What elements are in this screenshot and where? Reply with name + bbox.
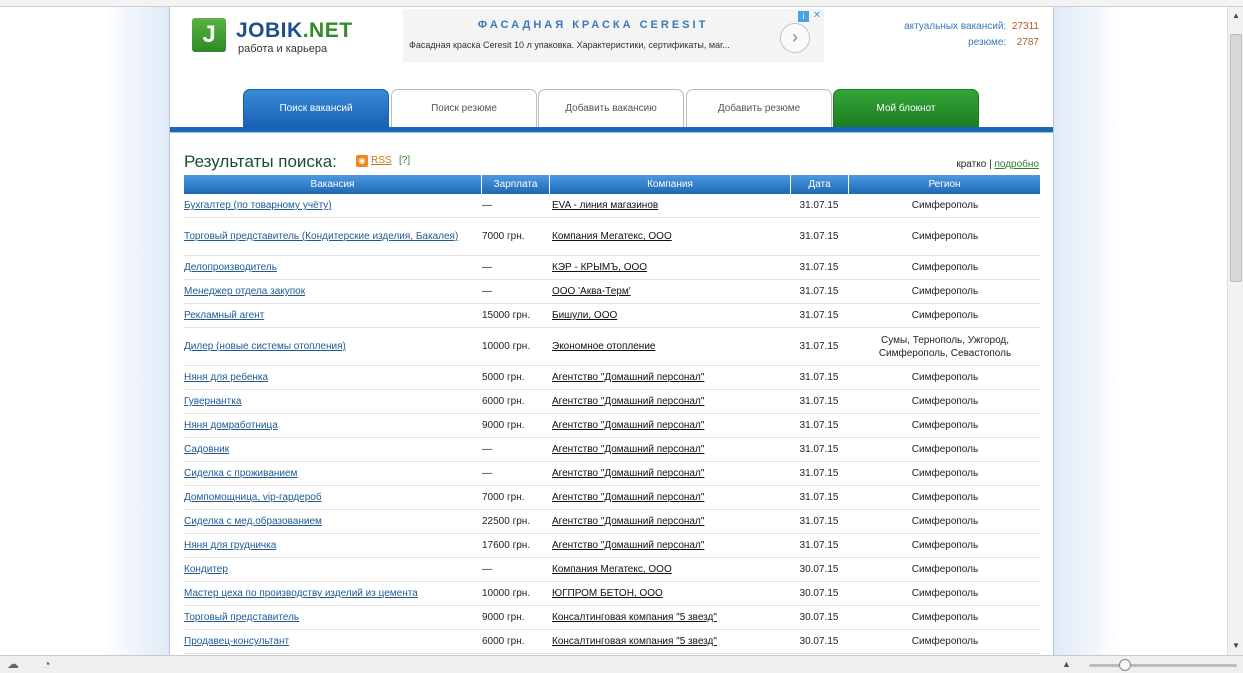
company-link[interactable]: Экономное отопление	[552, 341, 656, 352]
region-cell: Симферополь	[911, 516, 979, 527]
site-logo[interactable]	[192, 16, 362, 56]
header-company[interactable]: Компания	[550, 175, 791, 194]
date-cell: 30.07.15	[799, 564, 839, 575]
company-link[interactable]: Бишули, ООО	[552, 310, 618, 321]
table-row	[184, 510, 1040, 534]
resumes-counter	[904, 35, 1039, 51]
company-link[interactable]: EVA - линия магазинов	[552, 200, 659, 211]
date-cell: 31.07.15	[799, 492, 839, 503]
vacancy-link[interactable]: Кондитер	[184, 564, 228, 575]
browser-status-bar	[0, 655, 1243, 673]
ad-close-icon[interactable]: ✕	[812, 10, 822, 21]
salary-cell: 6000 грн.	[482, 396, 525, 407]
tab-add-resume[interactable]: Добавить резюме	[686, 89, 832, 128]
tab-search-resumes[interactable]: Поиск резюме	[391, 89, 537, 128]
company-link[interactable]: Агентство "Домашний персонал"	[552, 444, 705, 455]
company-link[interactable]: Консалтинговая компания "5 звезд"	[552, 612, 717, 623]
table-row	[184, 328, 1040, 366]
salary-cell: 7000 грн.	[482, 492, 525, 503]
status-arrow-up-icon[interactable]: ▲	[1062, 659, 1071, 669]
region-cell: Симферополь	[911, 540, 979, 551]
date-cell: 31.07.15	[799, 231, 839, 242]
ad-title[interactable]: ФАСАДНАЯ КРАСКА CERESIT	[477, 19, 709, 31]
scroll-down-arrow-icon[interactable]: ▼	[1232, 641, 1240, 650]
table-row	[184, 462, 1040, 486]
logo-icon: J	[192, 18, 226, 52]
table-row	[184, 606, 1040, 630]
table-row	[184, 582, 1040, 606]
vacancy-link[interactable]: Садовник	[184, 444, 230, 455]
logo-name-tld: .NET	[302, 19, 353, 42]
logo-name-main: JOBIK	[236, 19, 303, 42]
header-salary[interactable]: Зарплата	[482, 175, 550, 194]
vacancy-link[interactable]: Менеджер отдела закупок	[184, 286, 306, 297]
salary-cell: —	[482, 468, 492, 479]
date-cell: 31.07.15	[799, 540, 839, 551]
company-link[interactable]: ООО 'Аква-Терм'	[552, 286, 631, 297]
view-detailed-link[interactable]: подробно	[994, 159, 1039, 170]
vacancy-link[interactable]: Домпомощница, vip-гардероб	[184, 492, 322, 503]
vacancy-link[interactable]: Рекламный агент	[184, 310, 265, 321]
vacancy-link[interactable]: Няня для ребенка	[184, 372, 269, 383]
table-row	[184, 414, 1040, 438]
vacancy-link[interactable]: Сиделка с мед.образованием	[184, 516, 322, 527]
date-cell: 31.07.15	[799, 286, 839, 297]
ad-next-arrow-icon[interactable]: ›	[780, 23, 810, 53]
salary-cell: —	[482, 444, 492, 455]
date-cell: 30.07.15	[799, 588, 839, 599]
region-cell: Симферополь	[911, 636, 979, 647]
table-row	[184, 486, 1040, 510]
vacancy-link[interactable]: Торговый представитель	[184, 612, 300, 623]
date-cell: 31.07.15	[799, 310, 839, 321]
table-row	[184, 256, 1040, 280]
region-cell: Симферополь	[911, 372, 979, 383]
date-cell: 31.07.15	[799, 396, 839, 407]
salary-cell: 10000 грн.	[482, 588, 531, 599]
table-row	[184, 558, 1040, 582]
page-background-right	[1053, 7, 1227, 655]
company-link[interactable]: Агентство "Домашний персонал"	[552, 396, 705, 407]
region-cell: Симферополь	[911, 492, 979, 503]
salary-cell: —	[482, 200, 492, 211]
table-row	[184, 194, 1040, 218]
results-title: Результаты поиска:	[184, 152, 337, 171]
tabs-underline-light	[170, 132, 1054, 133]
vacancies-label: актуальных вакансий:	[904, 21, 1007, 32]
salary-cell: —	[482, 286, 492, 297]
vacancy-link[interactable]: Няня домработница	[184, 420, 278, 431]
company-link[interactable]: ЮГПРОМ БЕТОН, ООО	[552, 588, 663, 599]
table-body	[184, 194, 1040, 654]
tab-add-vacancy[interactable]: Добавить вакансию	[538, 89, 684, 128]
salary-cell: —	[482, 262, 492, 273]
table-row	[184, 366, 1040, 390]
date-cell: 30.07.15	[799, 612, 839, 623]
salary-cell: 10000 грн.	[482, 341, 531, 352]
zoom-slider-knob[interactable]	[1119, 659, 1131, 671]
page-container	[169, 7, 1054, 655]
resumes-label: резюме:	[968, 37, 1007, 48]
company-link[interactable]: КЭР - КРЫМЪ, ООО	[552, 262, 648, 273]
ad-info-icon[interactable]: i	[798, 11, 809, 22]
rss-link[interactable]: RSS	[371, 155, 392, 166]
region-cell: Симферополь	[911, 262, 979, 273]
view-short[interactable]: кратко	[956, 159, 987, 170]
logo-name	[236, 19, 353, 43]
vacancy-link[interactable]: Бухгалтер (по товарному учёту)	[184, 200, 332, 211]
salary-cell: 5000 грн.	[482, 372, 525, 383]
browser-top-edge	[0, 0, 1243, 7]
vacancy-link[interactable]: Дилер (новые системы отопления)	[184, 341, 346, 352]
table-row	[184, 390, 1040, 414]
region-cell: Симферополь	[911, 612, 979, 623]
date-cell: 31.07.15	[799, 200, 839, 211]
table-row	[184, 304, 1040, 328]
zoom-slider[interactable]	[1089, 664, 1237, 667]
company-link[interactable]: Агентство "Домашний персонал"	[552, 420, 705, 431]
date-cell: 31.07.15	[799, 516, 839, 527]
table-row	[184, 218, 1040, 256]
company-link[interactable]: Компания Мегатекс, ООО	[552, 231, 672, 242]
logo-tagline: работа и карьера	[238, 43, 328, 55]
vacancy-link[interactable]: Сиделка с проживанием	[184, 468, 298, 479]
region-cell: Симферополь	[911, 468, 979, 479]
scrollbar-thumb[interactable]	[1230, 34, 1242, 282]
scroll-up-arrow-icon[interactable]: ▲	[1232, 11, 1240, 20]
region-cell: Симферополь	[911, 564, 979, 575]
date-cell: 30.07.15	[799, 636, 839, 647]
table-row	[184, 280, 1040, 304]
company-link[interactable]: Агентство "Домашний персонал"	[552, 372, 705, 383]
resumes-count: 2787	[1016, 37, 1039, 48]
vacancy-link[interactable]: Делопроизводитель	[184, 262, 277, 273]
salary-cell: 22500 грн.	[482, 516, 531, 527]
company-link[interactable]: Компания Мегатекс, ООО	[552, 564, 672, 575]
vacancy-link[interactable]: Мастер цеха по производству изделий из цемента	[184, 588, 418, 599]
salary-cell: 9000 грн.	[482, 420, 525, 431]
region-cell: Симферополь	[911, 286, 979, 297]
salary-cell: —	[482, 564, 492, 575]
vacancy-link[interactable]: Торговый представитель (Кондитерские изделия, Бакалея)	[184, 231, 459, 242]
help-link[interactable]: [?]	[399, 155, 411, 166]
date-cell: 31.07.15	[799, 444, 839, 455]
site-counters	[904, 19, 1039, 51]
region-cell: Симферополь	[911, 231, 979, 242]
region-cell: Симферополь	[911, 310, 979, 321]
region-cell: Симферополь	[911, 444, 979, 455]
table-row	[184, 534, 1040, 558]
region-cell: Сумы, Тернополь, Ужгород, Симферополь, Севастополь	[878, 334, 1012, 359]
view-mode-switch	[956, 159, 1039, 170]
ad-banner[interactable]	[403, 9, 824, 62]
cloud-icon[interactable]: ☁	[7, 657, 19, 671]
vacancies-count: 27311	[1011, 21, 1039, 32]
company-link[interactable]: Консалтинговая компания "5 звезд"	[552, 636, 717, 647]
tab-search-vacancies[interactable]: Поиск вакансий	[243, 89, 389, 128]
vacancies-counter	[904, 19, 1039, 35]
table-row	[184, 438, 1040, 462]
company-link[interactable]: Агентство "Домашний персонал"	[552, 516, 705, 527]
region-cell: Симферополь	[911, 588, 979, 599]
company-link[interactable]: Агентство "Домашний персонал"	[552, 492, 705, 503]
header-vacancy[interactable]: Вакансия	[184, 175, 482, 194]
date-cell: 31.07.15	[799, 341, 839, 352]
table-header	[184, 175, 1040, 194]
date-cell: 31.07.15	[799, 468, 839, 479]
page-background-left	[0, 7, 170, 655]
table-row	[184, 630, 1040, 654]
speed-dial-icon[interactable]: ◔	[43, 657, 51, 671]
salary-cell: 6000 грн.	[482, 636, 525, 647]
results-table	[184, 175, 1040, 654]
date-cell: 31.07.15	[799, 372, 839, 383]
region-cell: Симферополь	[911, 420, 979, 431]
header-date[interactable]: Дата	[791, 175, 849, 194]
vacancy-link[interactable]: Продавец-консультант	[184, 636, 290, 647]
ad-text[interactable]: Фасадная краска Ceresit 10 л упаковка. Характеристики, сертификаты, маг...	[409, 40, 730, 50]
rss-icon[interactable]: ◉	[356, 155, 368, 167]
tab-my-notebook[interactable]: Мой блокнот	[833, 89, 979, 128]
vacancy-link[interactable]: Гувернантка	[184, 396, 242, 407]
header-region[interactable]: Регион	[928, 179, 961, 190]
region-cell: Симферополь	[911, 396, 979, 407]
salary-cell: 15000 грн.	[482, 310, 531, 321]
company-link[interactable]: Агентство "Домашний персонал"	[552, 540, 705, 551]
region-cell: Симферополь	[911, 200, 979, 211]
vertical-scrollbar[interactable]	[1227, 7, 1243, 655]
salary-cell: 7000 грн.	[482, 231, 525, 242]
company-link[interactable]: Агентство "Домашний персонал"	[552, 468, 705, 479]
salary-cell: 17600 грн.	[482, 540, 531, 551]
salary-cell: 9000 грн.	[482, 612, 525, 623]
date-cell: 31.07.15	[799, 262, 839, 273]
view-separator: |	[989, 159, 992, 170]
date-cell: 31.07.15	[799, 420, 839, 431]
vacancy-link[interactable]: Няня для грудничка	[184, 540, 277, 551]
